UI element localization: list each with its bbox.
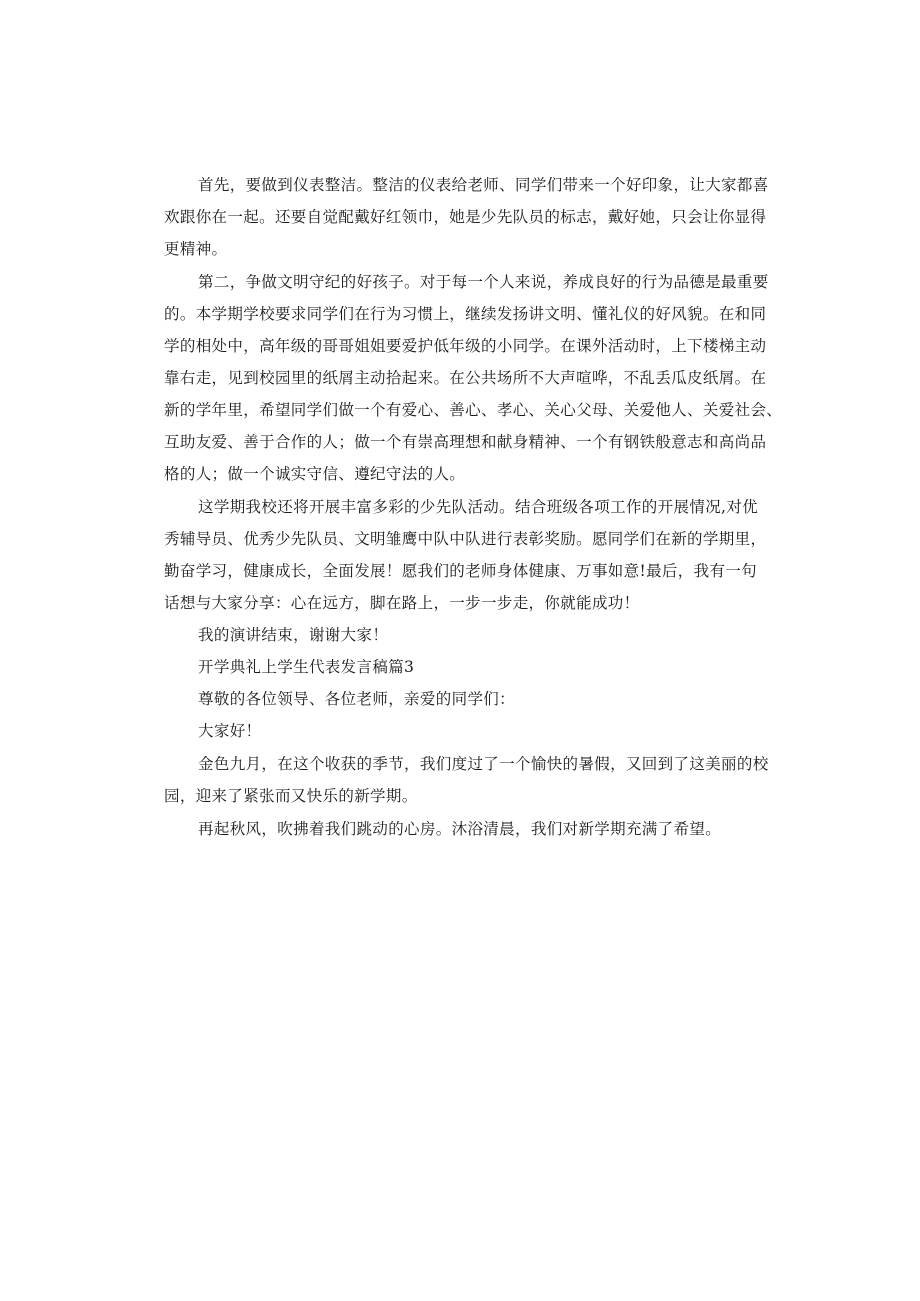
paragraph-2-line-4: 靠右走，见到校园里的纸屑主动拾起来。在公共场所不大声喧哗，不乱丢瓜皮纸屑。在 bbox=[164, 369, 767, 387]
paragraph-4-line-2: 园，迎来了紧张而又快乐的新学期。 bbox=[164, 787, 418, 805]
paragraph-3-line-4: 话想与大家分享：心在远方，脚在路上，一步一步走，你就能成功！ bbox=[164, 594, 640, 612]
paragraph-3-line-3: 勤奋学习，健康成长，全面发展！愿我们的老师身体健康、万事如意!最后，我有一句 bbox=[164, 562, 758, 580]
paragraph-1-line-1: 首先，要做到仪表整洁。整洁的仪表给老师、同学们带来一个好印象，让大家都喜 bbox=[198, 176, 769, 194]
closing-line: 我的演讲结束，谢谢大家！ bbox=[198, 626, 389, 644]
paragraph-2-line-7: 格的人；做一个诚实守信、遵纪守法的人。 bbox=[164, 465, 466, 483]
paragraph-1-line-3: 更精神。 bbox=[164, 240, 228, 258]
paragraph-2-line-5: 新的学年里，希望同学们做一个有爱心、善心、孝心、关心父母、关爱他人、关爱社会、 bbox=[164, 401, 783, 419]
salutation-line: 尊敬的各位领导、各位老师，亲爱的同学们： bbox=[198, 690, 516, 708]
section-title: 开学典礼上学生代表发言稿篇3 bbox=[198, 658, 415, 676]
paragraph-4-line-1: 金色九月，在这个收获的季节，我们度过了一个愉快的暑假，又回到了这美丽的校 bbox=[198, 755, 769, 773]
paragraph-5-line-1: 再起秋风，吹拂着我们跳动的心房。沐浴清晨，我们对新学期充满了希望。 bbox=[198, 820, 722, 838]
paragraph-3-line-2: 秀辅导员、优秀少先队员、文明雏鹰中队中队进行表彰奖励。愿同学们在新的学期里， bbox=[164, 530, 767, 548]
greeting-line: 大家好！ bbox=[198, 722, 262, 740]
paragraph-2-line-3: 学的相处中，高年级的哥哥姐姐要爱护低年级的小同学。在课外活动时，上下楼梯主动 bbox=[164, 337, 767, 355]
paragraph-2-line-1: 第二，争做文明守纪的好孩子。对于每一个人来说，养成良好的行为品德是最重要 bbox=[198, 273, 769, 291]
paragraph-1-line-2: 欢跟你在一起。还要自觉配戴好红领巾，她是少先队员的标志，戴好她，只会让你显得 bbox=[164, 208, 767, 226]
paragraph-2-line-6: 互助友爱、善于合作的人；做一个有崇高理想和献身精神、一个有钢铁般意志和高尚品 bbox=[164, 433, 767, 451]
paragraph-3-line-1: 这学期我校还将开展丰富多彩的少先队活动。结合班级各项工作的开展情况,对优 bbox=[198, 498, 759, 516]
paragraph-2-line-2: 的。本学期学校要求同学们在行为习惯上，继续发扬讲文明、懂礼仪的好风貌。在和同 bbox=[164, 305, 767, 323]
